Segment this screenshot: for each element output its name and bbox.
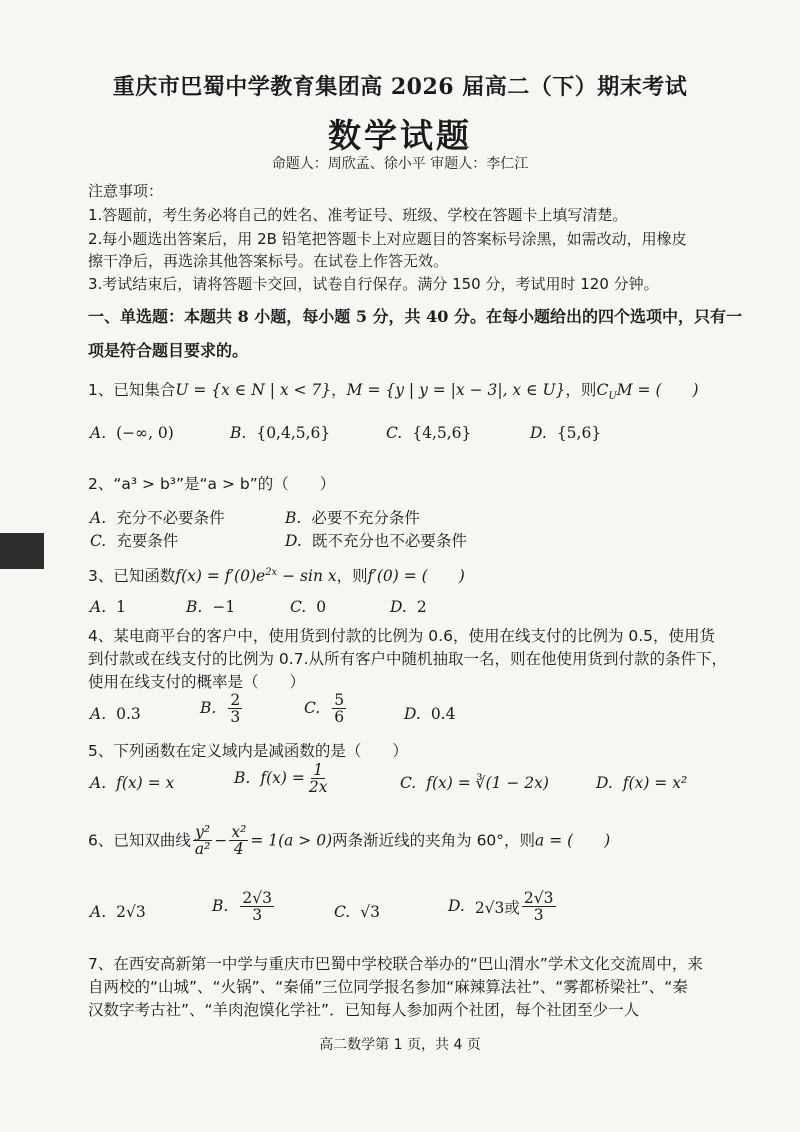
question-3-option-d[interactable]: D. 2 [390,598,427,616]
exam-authors: 命题人：周欣孟、徐小平 审题人：李仁江 [271,156,529,172]
question-3-option-b[interactable]: B. −1 [186,598,236,616]
question-5-option-c[interactable]: C. f(x) = ∛(1 − 2x) [400,774,549,792]
question-1-option-a[interactable]: A. (−∞, 0) [90,424,174,442]
question-1-stem: 1、已知集合U = {x ∈ N | x < 7}，M = {y | y = |x − 3|, x ∈ U}，则$C_UM$ = ( ) [88,381,699,403]
question-2-stem: 2、“a³ > b³”是“a > b”的（ ） [88,475,336,493]
question-7-stem-line: 7、在西安高新第一中学与重庆市巴蜀中学校联合举办的“巴山渭水”学术文化交流周中，来 [88,955,703,973]
question-1-option-b[interactable]: B. {0,4,5,6} [230,424,331,442]
question-3-stem: 3、已知函数$f(x) = f'(0)e^{2x} - \sin x$，则f′(0) = ( ) [88,566,465,585]
question-6-stem: 6、已知双曲线 $\frac{\text{y²}}{\text{a²}}$ − $\frac{\text{x²}}{4}$ = 1(a > 0)两条渐近线的夹角为 60°，则a = ( ) [88,823,611,859]
question-2-option-a[interactable]: A. 充分不必要条件 [90,509,225,527]
question-5-stem: 5、下列函数在定义域内是减函数的是（ ） [88,742,408,760]
question-1-option-c[interactable]: C. {4,5,6} [386,424,472,442]
question-4-stem-line: 到付款或在线支付的比例为 0.7.从所有客户中随机抽取一名，则在他使用货到付款的条件下， [88,650,728,668]
question-2-option-c[interactable]: C. 充要条件 [90,532,179,550]
question-7-stem-line: 自两校的“山城”、“火锅”、“秦俑”三位同学报名参加“麻辣算法社”、“雾都桥梁社”、“秦 [88,978,688,996]
question-2-option-d[interactable]: D. 既不充分也不必要条件 [285,532,467,550]
note-item: 2.每小题选出答案后，用 2B 铅笔把答题卡上对应题目的答案标号涂黑，如需改动，用橡皮 [88,230,687,248]
question-6-option-c[interactable]: C. √3 [334,903,380,921]
question-2-option-b[interactable]: B. 必要不充分条件 [285,509,420,527]
note-item: 擦干净后，再选涂其他答案标号。在试卷上作答无效。 [88,252,449,270]
section-heading-cont: 项是符合题目要求的。 [88,341,249,360]
question-4-option-d[interactable]: D. 0.4 [404,705,456,723]
question-4-option-c[interactable]: C. $\frac{5}{6}$ [304,691,345,727]
question-6-option-a[interactable]: A. 2√3 [90,903,146,921]
question-4-option-b[interactable]: B. $\frac{2}{3}$ [200,691,241,727]
binding-mark [0,533,44,569]
question-6-option-d[interactable]: D. 2√3或 $\frac{2√3}{3}$ [448,889,554,925]
question-4-option-a[interactable]: A. 0.3 [90,705,141,723]
question-4-stem-line: 4、某电商平台的客户中，使用货到付款的比例为 0.6，使用在线支付的比例为 0.5，使用货 [88,627,716,645]
page-footer: 高二数学第 1 页，共 4 页 [319,1037,481,1053]
exam-subject-title: 数学试题 [328,116,472,155]
question-5-option-a[interactable]: A. f(x) = x [90,774,175,792]
question-5-option-d[interactable]: D. f(x) = x² [596,774,688,792]
exam-title: 重庆市巴蜀中学教育集团高 2026 届高二（下）期末考试 [112,74,688,100]
section-heading: 一、单选题：本题共 8 小题，每小题 5 分，共 40 分。在每小题给出的四个选项中，只有一 [88,307,742,326]
question-4-stem-line: 使用在线支付的概率是（ ） [88,673,306,691]
note-item: 1.答题前，考生务必将自己的姓名、准考证号、班级、学校在答题卡上填写清楚。 [88,206,628,224]
notes-heading: 注意事项： [88,182,164,200]
note-item: 3.考试结束后，请将答题卡交回，试卷自行保存。满分 150 分，考试用时 120 分钟。 [88,275,659,293]
question-7-stem-line: 汉数字考古社”、“羊肉泡馍化学社”．已知每人参加两个社团，每个社团至少一人 [88,1001,640,1019]
question-1-option-d[interactable]: D. {5,6} [530,424,602,442]
question-6-option-b[interactable]: B. $\frac{2√3}{3}$ [212,889,272,925]
question-3-option-a[interactable]: A. 1 [90,598,126,616]
question-5-option-b[interactable]: B. f(x) = $\frac{1}{2x}$ [234,761,328,797]
question-3-option-c[interactable]: C. 0 [290,598,327,616]
